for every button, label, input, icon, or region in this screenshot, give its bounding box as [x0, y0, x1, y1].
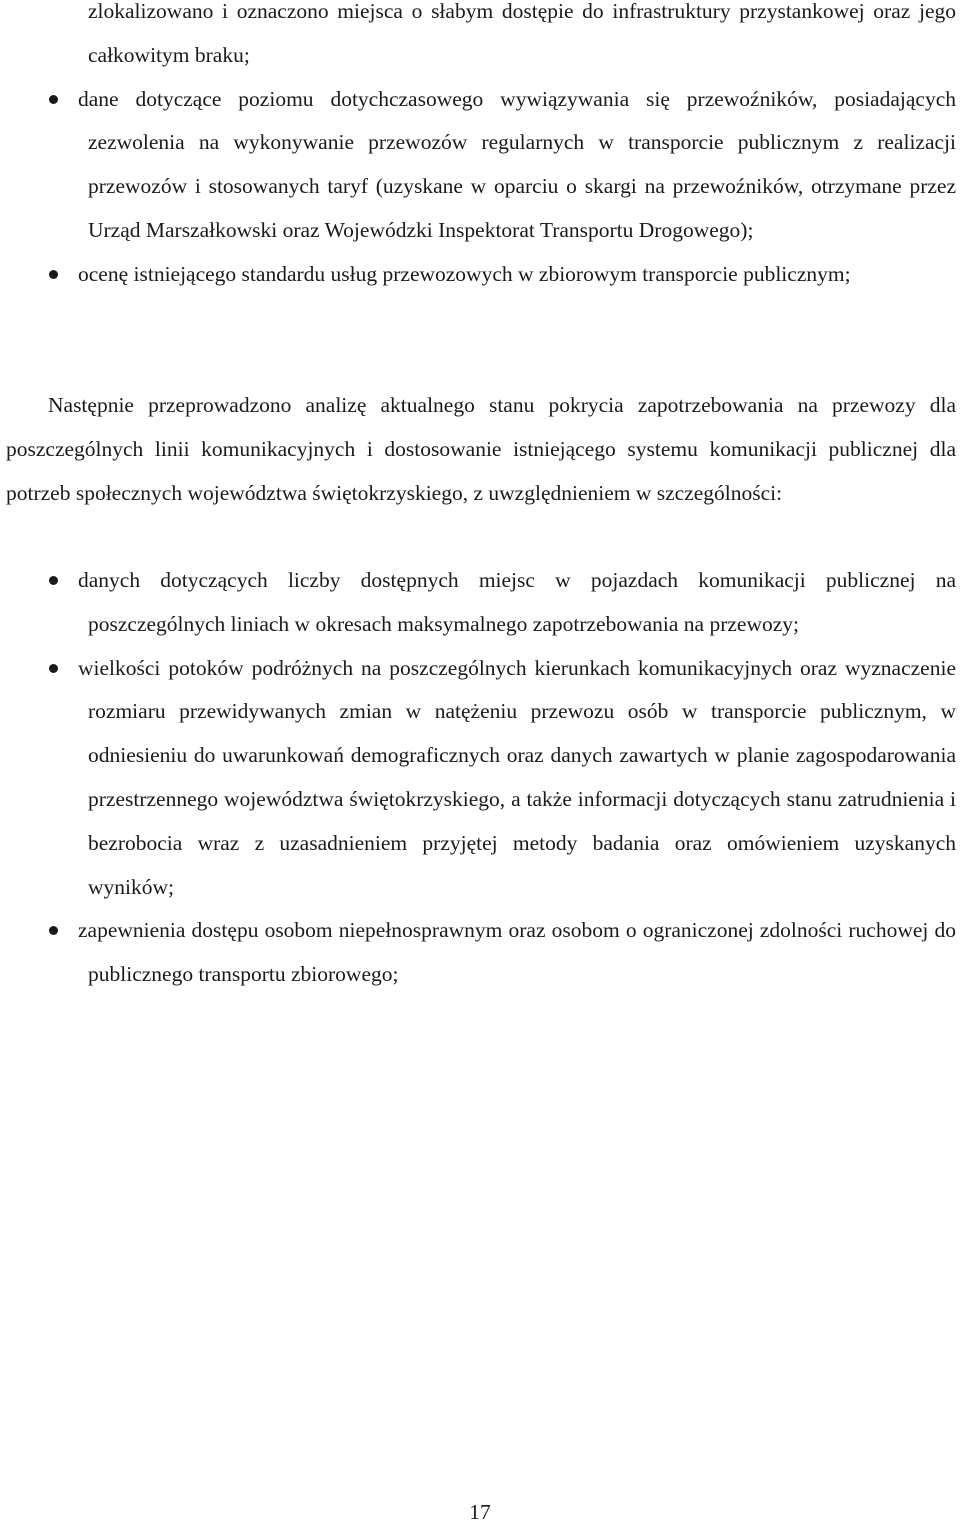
list-item-text: wielkości potoków podróżnych na poszczególnych kierunkach komunikacyjnych oraz wyznaczenie rozmiaru przewidywanych zmian w natężeniu przewozu osób w transporcie publicznym, w odniesieniu do uwarunkowań demograficznych oraz danych zawartych w planie zagospodarowania przestrzennego województwa świętokrzyskiego, a także informacji dotyczących stanu zatrudnienia i bezrobocia wraz z uzasadnieniem przyjętej metody badania oraz omówieniem uzyskanych wyników; [78, 655, 956, 899]
bullet-icon [49, 926, 58, 935]
bullet-icon [49, 576, 58, 585]
list-item-text: dane dotyczące poziomu dotychczasowego wywiązywania się przewoźników, posiadających zezwolenia na wykonywanie przewozów regularnych w transporcie publicznym z realizacji przewozów i stosowanych taryf (uzyskane w oparciu o skargi na przewoźników, otrzymane przez Urząd Marszałkowski oraz Wojewódzki Inspektorat Transportu Drogowego); [78, 86, 956, 242]
page-number: 17 [469, 1500, 491, 1524]
list-item-text: ocenę istniejącego standardu usług przewozowych w zbiorowym transporcie publicznym; [78, 261, 851, 286]
bullet-icon [49, 664, 58, 673]
list-item-text: danych dotyczących liczby dostępnych miejsc w pojazdach komunikacji publicznej na poszczególnych liniach w okresach maksymalnego zapotrzebowania na przewozy; [78, 568, 956, 636]
list-item-text: zlokalizowano i oznaczono miejsca o słabym dostępie do infrastruktury przystankowej oraz jego całkowitym braku; [88, 0, 956, 67]
body-paragraph [6, 384, 956, 515]
list-item [78, 253, 956, 297]
list-item [78, 559, 956, 647]
bullet-icon [49, 95, 58, 104]
list-item-text: zapewnienia dostępu osobom niepełnosprawnym oraz osobom o ograniczonej zdolności ruchowej do publicznego transportu zbiorowego; [78, 918, 956, 987]
paragraph-text: Następnie przeprowadzono analizę aktualnego stanu pokrycia zapotrzebowania na przewozy dla poszczególnych linii komunikacyjnych i dostosowanie istniejącego systemu komunikacji publicznej dla potrzeb społecznych województwa świętokrzyskiego, z uwzględnieniem w szczególności: [6, 393, 956, 505]
bullet-list-bottom [0, 559, 956, 997]
bullet-list-top [0, 0, 956, 297]
list-item [88, 0, 956, 78]
list-item [78, 78, 956, 253]
list-item [78, 647, 956, 910]
list-item [78, 909, 956, 997]
bullet-icon [49, 270, 58, 279]
